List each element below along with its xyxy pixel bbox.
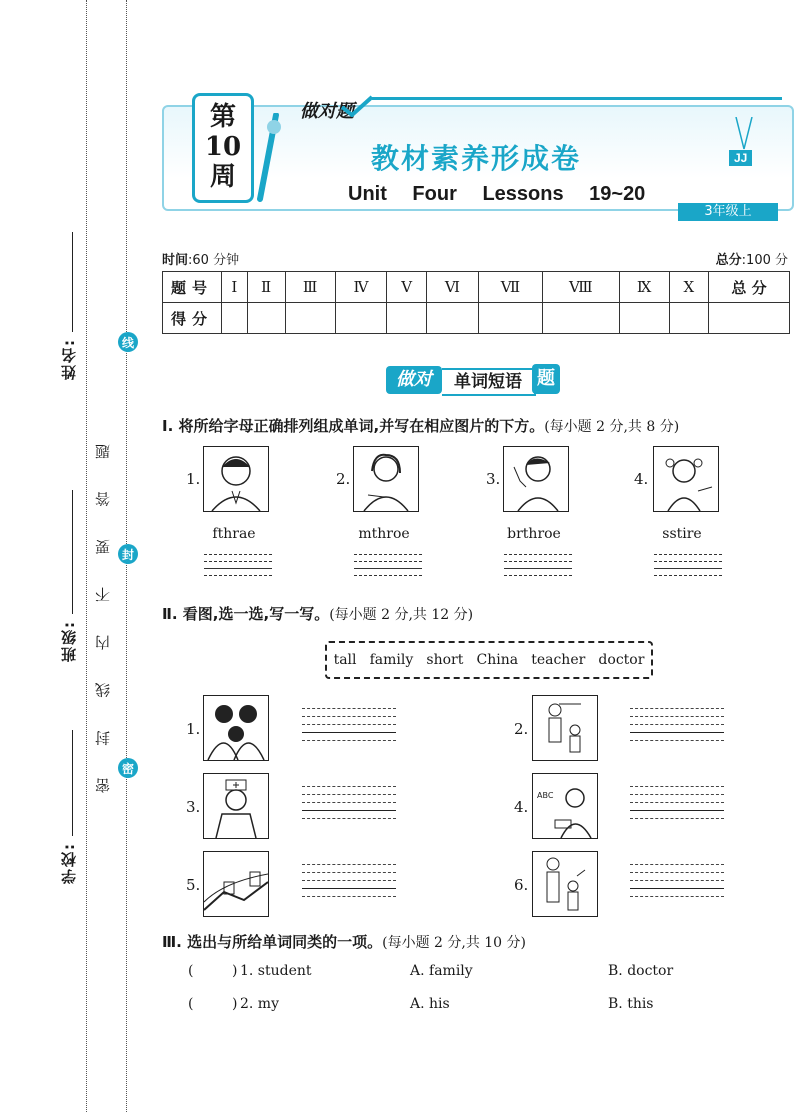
s2-item-3-number: 3. (186, 798, 201, 816)
s2-teacher-picture (532, 773, 598, 839)
word-bank-item: doctor (598, 652, 645, 668)
s1-mother-picture (353, 446, 419, 512)
word-bank-item: teacher (531, 652, 586, 668)
time-info (162, 249, 239, 268)
s3-answer-open-paren[interactable]: ( (188, 996, 194, 1012)
s2-item-1-number: 1. (186, 720, 201, 738)
tag-string-icon (732, 117, 756, 151)
s2-short-picture (532, 851, 598, 917)
score-table-header-row (163, 272, 790, 303)
banner-do-right: 做对 (386, 366, 442, 394)
check-icon (340, 95, 374, 117)
s2-china-picture (203, 851, 269, 917)
section-1-note: (每小题 2 分,共 8 分) (544, 419, 680, 435)
s2-answer-lines-6[interactable] (630, 864, 724, 894)
s1-letters-2: mthroe (358, 526, 410, 542)
score-col-6: Ⅵ (427, 272, 479, 303)
doctor-icon (204, 774, 268, 838)
tall-short-pair-icon (533, 852, 597, 916)
word-bank-item: family (369, 652, 414, 668)
s2-answer-lines-1[interactable] (302, 708, 396, 738)
name-field[interactable] (72, 232, 73, 332)
total-score-info (716, 249, 788, 268)
binding-dotted-line-outer (86, 0, 87, 1112)
week-line-2: 10 (204, 132, 242, 162)
s3-option-a[interactable]: A. his (410, 996, 450, 1012)
school-label: 学校: (60, 842, 78, 884)
s3-answer-open-paren[interactable]: ( (188, 963, 194, 979)
section-2-heading (162, 603, 473, 624)
seal-line-badge: 线 (118, 332, 138, 352)
s1-father-picture (203, 446, 269, 512)
score-col-3: Ⅲ (285, 272, 335, 303)
s1-letters-4: sstire (662, 526, 702, 542)
brand-logo: 做对题 (300, 101, 354, 122)
score-col-7: Ⅶ (478, 272, 542, 303)
section-3-title: Ⅲ. 选出与所给单词同类的一项。 (162, 933, 383, 951)
score-col-total: 总 分 (709, 272, 790, 303)
seal-seal-badge: 封 (118, 544, 138, 564)
score-cell[interactable] (669, 303, 708, 334)
score-table-score-row (163, 303, 790, 334)
s3-option-b[interactable]: B. this (608, 996, 654, 1012)
word-bank-item: tall (333, 652, 357, 668)
time-value: :60 分钟 (188, 253, 240, 268)
score-col-8: Ⅷ (543, 272, 619, 303)
s2-item-4-number: 4. (514, 798, 529, 816)
s2-doctor-picture (203, 773, 269, 839)
s2-tall-short-picture (532, 695, 598, 761)
page-title: 教材素养形成卷 (370, 142, 581, 175)
school-field[interactable] (72, 730, 73, 836)
score-row-header: 得分 (163, 303, 222, 334)
s3-option-b[interactable]: B. doctor (608, 963, 674, 979)
section-2-note: (每小题 2 分,共 12 分) (329, 607, 474, 623)
s2-item-6-number: 6. (514, 876, 529, 894)
score-cell[interactable] (335, 303, 387, 334)
s3-question-1: 1. student (240, 963, 312, 979)
class-label: 班级: (60, 620, 78, 662)
s2-answer-lines-4[interactable] (630, 786, 724, 816)
lessons-range: Lessons 19~20 (482, 183, 646, 205)
s2-answer-lines-3[interactable] (302, 786, 396, 816)
s1-letters-1: fthrae (212, 526, 256, 542)
week-line-1: 第 (209, 102, 236, 132)
score-col-9: Ⅸ (619, 272, 669, 303)
score-col-1: Ⅰ (222, 272, 248, 303)
s1-answer-lines-1[interactable] (204, 554, 272, 582)
s1-item-2-number: 2. (336, 470, 351, 488)
score-col-4: Ⅳ (335, 272, 387, 303)
score-col-5: Ⅴ (387, 272, 427, 303)
seal-secret-badge: 密 (118, 758, 138, 778)
unit-name: Unit Four (348, 183, 457, 205)
time-label: 时间 (162, 253, 189, 268)
brother-icon (504, 447, 568, 511)
great-wall-icon (204, 852, 268, 916)
s2-family-picture (203, 695, 269, 761)
score-cell[interactable] (285, 303, 335, 334)
score-col-2: Ⅱ (247, 272, 285, 303)
grade-badge: 3年级上 (678, 203, 778, 221)
score-cell[interactable] (247, 303, 285, 334)
s1-item-4-number: 4. (634, 470, 649, 488)
s2-answer-lines-5[interactable] (302, 864, 396, 894)
s1-answer-lines-4[interactable] (654, 554, 722, 582)
score-cell[interactable] (543, 303, 619, 334)
s1-sister-picture (653, 446, 719, 512)
word-bank-item: short (426, 652, 464, 668)
class-field[interactable] (72, 490, 73, 614)
mother-icon (354, 447, 418, 511)
word-bank-item: China (476, 652, 519, 668)
score-col-10: Ⅹ (669, 272, 708, 303)
banner-words-phrases: 单词短语 (442, 368, 536, 396)
binding-warning: 密 封 线 内 不 要 答 题 (94, 430, 112, 794)
family-icon (204, 696, 268, 760)
worksheet-header (162, 93, 790, 219)
s2-answer-lines-2[interactable] (630, 708, 724, 738)
father-icon (204, 447, 268, 511)
s3-answer-close-paren: ) (232, 963, 238, 979)
section-1-heading (162, 415, 679, 436)
score-cell-total[interactable] (709, 303, 790, 334)
name-label: 姓名: (60, 338, 78, 380)
banner-question: 题 (532, 364, 560, 394)
s1-item-1-number: 1. (186, 470, 201, 488)
s1-item-3-number: 3. (486, 470, 501, 488)
score-cell[interactable] (619, 303, 669, 334)
s1-brother-picture (503, 446, 569, 512)
tall-short-icon (533, 696, 597, 760)
section-3-note: (每小题 2 分,共 10 分) (382, 935, 527, 951)
score-table (162, 271, 790, 334)
sister-icon (654, 447, 718, 511)
section-banner (386, 364, 564, 398)
s3-question-2: 2. my (240, 996, 279, 1012)
s3-answer-close-paren: ) (232, 996, 238, 1012)
unit-subtitle (348, 183, 645, 206)
header-top-line (372, 97, 782, 100)
s1-answer-lines-2[interactable] (354, 554, 422, 582)
score-cell[interactable] (222, 303, 248, 334)
section-1-title: Ⅰ. 将所给字母正确排列组成单词,并写在相应图片的下方。 (162, 417, 545, 435)
edition-tag: JJ (729, 150, 752, 166)
score-cell[interactable] (478, 303, 542, 334)
s2-item-5-number: 5. (186, 876, 201, 894)
total-label: 总分 (715, 253, 742, 268)
teacher-icon (533, 774, 597, 838)
svg-text:ABC: ABC (537, 791, 554, 800)
word-bank (325, 641, 653, 679)
question-number-header: 题号 (163, 272, 222, 303)
section-2-title: Ⅱ. 看图,选一选,写一写。 (162, 605, 330, 623)
week-line-3: 周 (209, 162, 236, 192)
section-3-heading (162, 931, 526, 952)
s2-item-2-number: 2. (514, 720, 529, 738)
score-cell[interactable] (387, 303, 427, 334)
s1-answer-lines-3[interactable] (504, 554, 572, 582)
score-cell[interactable] (427, 303, 479, 334)
s3-option-a[interactable]: A. family (410, 963, 473, 979)
s1-letters-3: brthroe (507, 526, 561, 542)
total-value: :100 分 (741, 253, 788, 268)
